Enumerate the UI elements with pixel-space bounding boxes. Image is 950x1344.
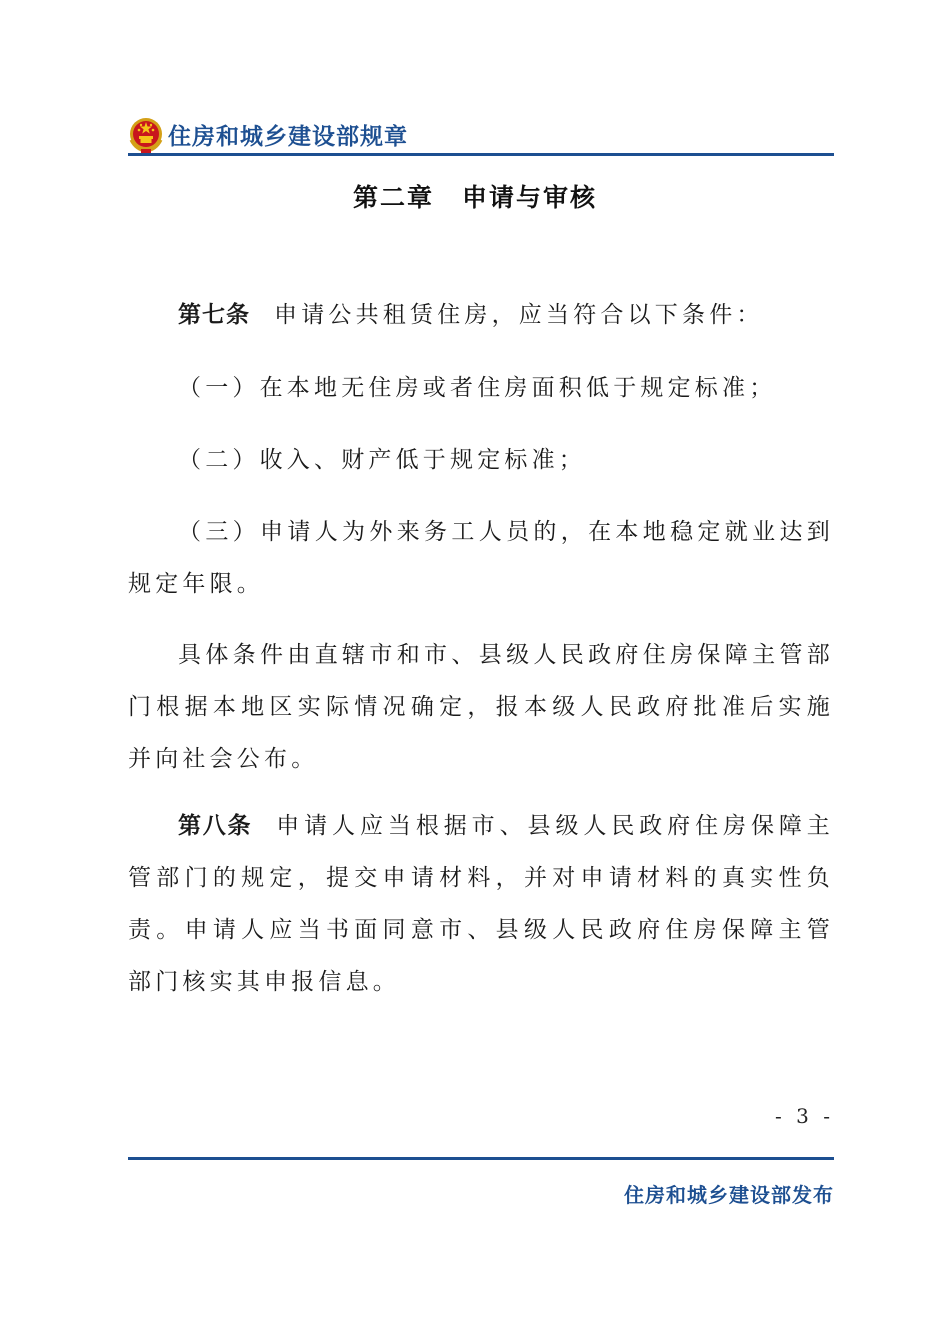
condition-item-1: （一）在本地无住房或者住房面积低于规定标准； — [178, 375, 777, 401]
condition-item-2: （二）收入、财产低于规定标准； — [178, 447, 586, 473]
article-8 — [128, 800, 834, 1008]
chapter-name: 申请与审核 — [462, 183, 598, 212]
condition-item-3: （三）申请人为外来务工人员的，在本地稳定就业达到规定年限。 — [128, 519, 834, 597]
chapter-number: 第二章 — [352, 183, 434, 212]
header-divider — [128, 153, 834, 156]
article-7 — [128, 289, 834, 341]
article-7-label: 第七条 — [178, 302, 250, 328]
footer-divider — [128, 1157, 834, 1160]
article-7-text: 申请公共租赁住房，应当符合以下条件： — [274, 302, 764, 328]
page-header — [128, 112, 834, 158]
header-title: 住房和城乡建设部规章 — [168, 124, 408, 150]
national-emblem-icon — [128, 116, 164, 154]
footer-publisher: 住房和城乡建设部发布 — [624, 1183, 834, 1207]
article-8-label: 第八条 — [178, 813, 253, 839]
article-8-text: 申请人应当根据市、县级人民政府住房保障主管部门的规定，提交申请材料，并对申请材料的真实性负责。申请人应当书面同意市、县级人民政府住房保障主管部门核实其申报信息。 — [128, 813, 835, 995]
chapter-title — [0, 178, 950, 214]
specific-conditions-paragraph: 具体条件由直辖市和市、县级人民政府住房保障主管部门根据本地区实际情况确定，报本级人民政府批准后实施并向社会公布。 — [128, 642, 834, 772]
page-number: - 3 - — [775, 1104, 834, 1128]
